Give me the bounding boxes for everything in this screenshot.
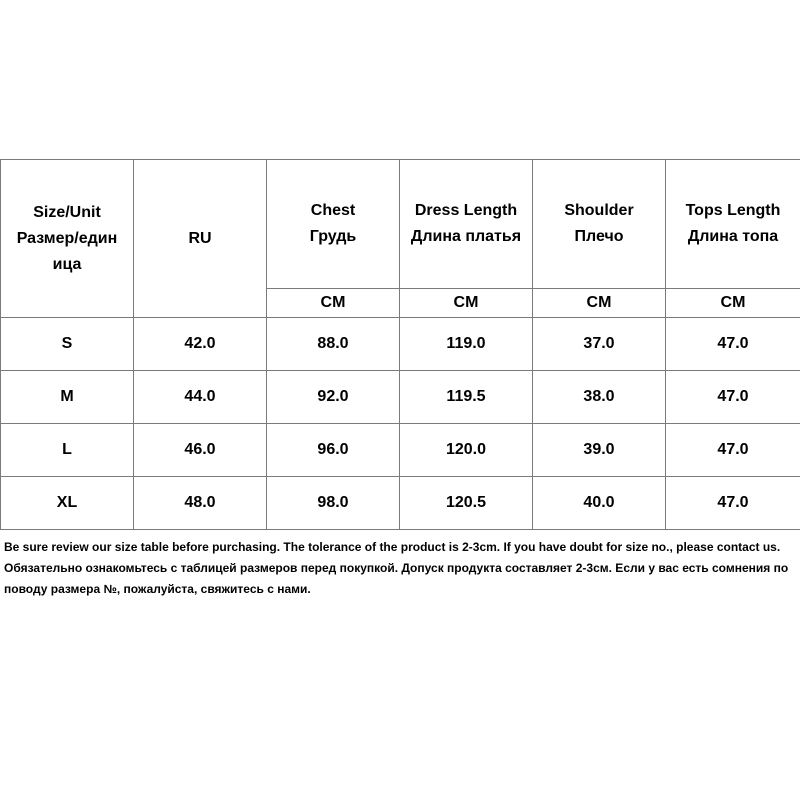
header-dress-length-line-1: Dress Length [414, 202, 518, 219]
unit-dress-length: CM [400, 289, 533, 318]
size-note [4, 537, 800, 600]
header-tops-length-line-2: Длина топа [687, 228, 779, 245]
unit-chest: CM [267, 289, 400, 318]
cell-ru: 42.0 [134, 318, 267, 371]
table-row [1, 371, 800, 424]
header-shoulder-line-2: Плечо [574, 228, 624, 245]
cell-tops-length: 47.0 [666, 371, 800, 424]
header-row [1, 160, 800, 289]
cell-chest: 96.0 [267, 424, 400, 477]
cell-chest: 88.0 [267, 318, 400, 371]
cell-tops-length: 47.0 [666, 424, 800, 477]
cell-chest: 98.0 [267, 477, 400, 530]
cell-shoulder: 37.0 [533, 318, 666, 371]
header-size-unit-line-2: Размер/един [16, 229, 118, 247]
cell-dress-length: 120.5 [400, 477, 533, 530]
table-row [1, 424, 800, 477]
table-row [1, 318, 800, 371]
header-tops-length [666, 160, 800, 289]
cell-shoulder: 39.0 [533, 424, 666, 477]
cell-size: S [1, 318, 134, 371]
cell-size: XL [1, 477, 134, 530]
header-shoulder [533, 160, 666, 289]
cell-dress-length: 119.5 [400, 371, 533, 424]
size-table [0, 159, 800, 530]
header-chest [267, 160, 400, 289]
note-english: Be sure review our size table before purchasing. The tolerance of the product is 2-3cm. If you have doubt for size no., please contact us. [4, 540, 781, 554]
cell-chest: 92.0 [267, 371, 400, 424]
header-size-unit-line-3: ица [52, 255, 82, 273]
cell-size: L [1, 424, 134, 477]
header-ru: RU [134, 160, 267, 318]
cell-dress-length: 119.0 [400, 318, 533, 371]
cell-ru: 44.0 [134, 371, 267, 424]
header-dress-length [400, 160, 533, 289]
header-chest-line-1: Chest [310, 202, 356, 219]
header-dress-length-line-2: Длина платья [410, 228, 522, 245]
header-chest-line-2: Грудь [309, 228, 357, 245]
cell-size: M [1, 371, 134, 424]
cell-ru: 46.0 [134, 424, 267, 477]
header-size-unit-line-1: Size/Unit [33, 203, 101, 221]
header-tops-length-line-1: Tops Length [685, 202, 781, 219]
header-shoulder-line-1: Shoulder [564, 202, 634, 219]
cell-tops-length: 47.0 [666, 318, 800, 371]
unit-tops-length: CM [666, 289, 800, 318]
table-row [1, 477, 800, 530]
unit-shoulder: CM [533, 289, 666, 318]
cell-ru: 48.0 [134, 477, 267, 530]
header-size-unit [1, 160, 134, 318]
note-russian: Обязательно ознакомьтесь с таблицей размеров перед покупкой. Допуск продукта составляет 2-3см. Если у вас есть сомнения по поводу размера №, пожалуйста, свяжитесь с нами. [4, 561, 789, 596]
cell-dress-length: 120.0 [400, 424, 533, 477]
cell-shoulder: 40.0 [533, 477, 666, 530]
cell-tops-length: 47.0 [666, 477, 800, 530]
cell-shoulder: 38.0 [533, 371, 666, 424]
